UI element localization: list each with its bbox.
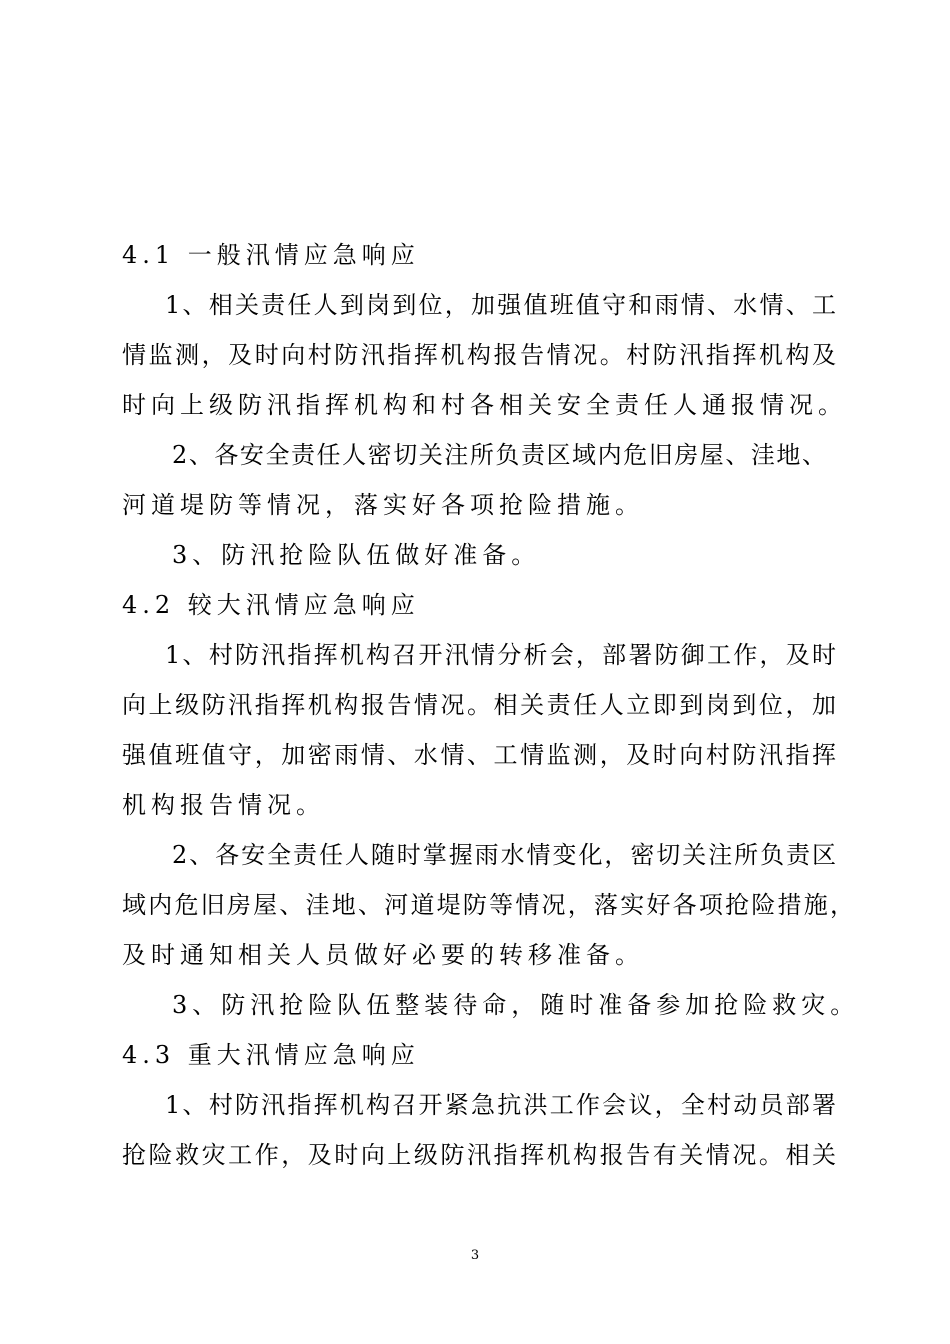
paragraph-line: 2、各安全责任人密切关注所负责区域内危旧房屋、洼地、: [172, 441, 826, 469]
section-heading-4-1: 4.1 一般汛情应急响应: [122, 241, 420, 269]
paragraph-line: 时向上级防汛指挥机构和村各相关安全责任人通报情况。: [122, 391, 847, 419]
section-heading-4-2: 4.2 较大汛情应急响应: [122, 591, 420, 619]
paragraph-line: 河道堤防等情况，落实好各项抢险措施。: [122, 491, 644, 519]
paragraph-line: 1、村防汛指挥机构召开紧急抗洪工作会议，全村动员部署: [165, 1091, 836, 1119]
paragraph-line: 抢险救灾工作，及时向上级防汛指挥机构报告有关情况。相关: [122, 1141, 836, 1169]
paragraph-line: 域内危旧房屋、洼地、河道堤防等情况，落实好各项抢险措施，: [122, 891, 854, 919]
paragraph-line: 机构报告情况。: [122, 791, 325, 819]
section-heading-4-3: 4.3 重大汛情应急响应: [122, 1041, 420, 1069]
paragraph-line: 3、防汛抢险队伍做好准备。: [172, 541, 541, 569]
paragraph-line: 1、相关责任人到岗到位，加强值班值守和雨情、水情、工: [165, 291, 836, 319]
paragraph-line: 强值班值守，加密雨情、水情、工情监测，及时向村防汛指挥: [122, 741, 836, 769]
paragraph-line: 3、防汛抢险队伍整装待命，随时准备参加抢险救灾。: [172, 991, 860, 1019]
paragraph-line: 情监测，及时向村防汛指挥机构报告情况。村防汛指挥机构及: [122, 341, 836, 369]
paragraph-line: 及时通知相关人员做好必要的转移准备。: [122, 941, 644, 969]
page-number: 3: [470, 1248, 480, 1263]
paragraph-line: 1、村防汛指挥机构召开汛情分析会，部署防御工作，及时: [165, 641, 836, 669]
paragraph-line: 2、各安全责任人随时掌握雨水情变化，密切关注所负责区: [172, 841, 836, 869]
paragraph-line: 向上级防汛指挥机构报告情况。相关责任人立即到岗到位，加: [122, 691, 836, 719]
